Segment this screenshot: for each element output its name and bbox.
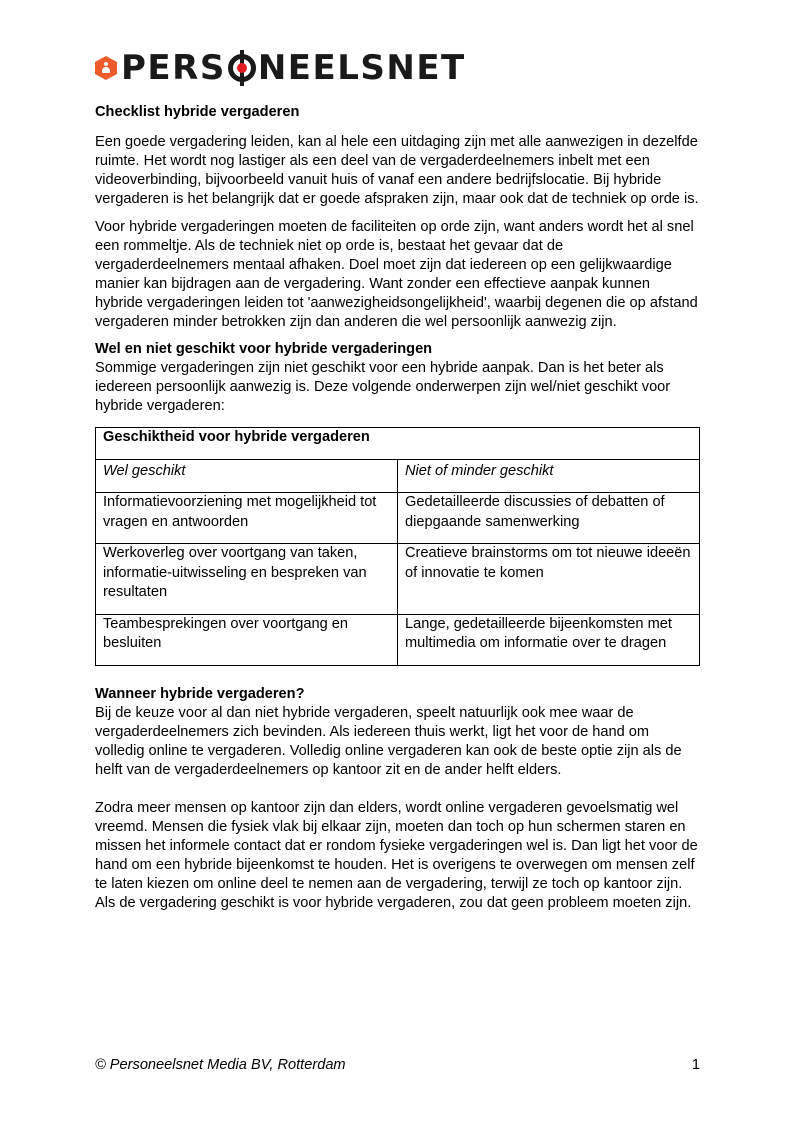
table-cell: Gedetailleerde discussies of debatten of diepgaande samenwerking (398, 493, 700, 544)
personeelsnet-logo (95, 50, 466, 86)
footer-copyright: © Personeelsnet Media BV, Rotterdam (95, 1057, 346, 1073)
document-body (95, 103, 700, 922)
table-cell: Werkoverleg over voortgang van taken, informatie-uitwisseling en bespreken van resultaten (96, 544, 398, 615)
table-row (96, 493, 700, 544)
intro-paragraph-1: Een goede vergadering leiden, kan al hele een uitdaging zijn met alle aanwezigen in dezelfde ruimte. Het wordt nog lastiger als een deel van de vergaderdeelnemers inbelt met een videoverbinding, bijvoorbeeld vanuit huis of vanaf een andere bedrijfslocatie. Bij hybride vergaderen is het belangrijk dat er goede afspraken zijn, maar ook dat de techniek op orde is. (95, 134, 699, 207)
person-icon (95, 56, 117, 80)
logo-wordmark: PERS NEELSNET (121, 48, 466, 88)
section2-paragraph-2: Zodra meer mensen op kantoor zijn dan elders, wordt online vergaderen gevoelsmatig wel vreemd. Mensen die fysiek vlak bij elkaar zijn, moeten dan toch op hun schermen staren en missen het informele contact dat er rondom fysieke vergaderingen wel is. Dan ligt het voor de hand om een hybride bijeenkomst te houden. Het is overigens te overwegen om mensen zelf te laten kiezen om online deel te nemen aan de vergadering, terwijl ze toch op kantoor zijn. Als de vergadering geschikt is voor hybride vergaderen, zou dat geen probleem moeten zijn. (95, 799, 698, 911)
table-row (96, 544, 700, 615)
section1-heading: Wel en niet geschikt voor hybride vergaderingen (95, 341, 433, 357)
table-cell: Lange, gedetailleerde bijeenkomsten met multimedia om informatie over te dragen (398, 614, 700, 665)
table-title: Geschiktheid voor hybride vergaderen (96, 428, 700, 460)
section2-paragraph-1: Bij de keuze voor al dan niet hybride vergaderen, speelt natuurlijk ook mee waar de vergaderdeelnemers zich bevinden. Als iedereen thuis werkt, ligt het voor de hand om volledig online te vergaderen. Volledig online vergaderen kan ook de beste optie zijn als de helft van de vergaderdeelnemers op kantoor zit en de ander helft elders. (95, 704, 682, 778)
section2-heading: Wanneer hybride vergaderen? (95, 685, 305, 702)
table-col-header-right: Niet of minder geschikt (398, 459, 700, 493)
table-row (96, 614, 700, 665)
page-title: Checklist hybride vergaderen (95, 104, 300, 120)
table-cell: Teambesprekingen over voortgang en besluiten (96, 614, 398, 665)
table-cell: Informatievoorziening met mogelijkheid tot vragen en antwoorden (96, 493, 398, 544)
target-o-icon (228, 54, 256, 82)
table-cell: Creatieve brainstorms om tot nieuwe ideeën of innovatie te komen (398, 544, 700, 615)
section1-text: Sommige vergaderingen zijn niet geschikt voor een hybride aanpak. Dan is het beter als iedereen persoonlijk aanwezig is. Deze volgende onderwerpen zijn wel/niet geschikt voor hybride vergaderen: (95, 360, 671, 414)
table-col-header-left: Wel geschikt (96, 459, 398, 493)
page-footer (95, 1056, 700, 1075)
suitability-table (95, 427, 700, 666)
intro-paragraph-2: Voor hybride vergaderingen moeten de faciliteiten op orde zijn, want anders wordt het al snel een rommeltje. Als de techniek niet op orde is, bestaat het gevaar dat de vergaderdeelnemers mentaal afhaken. Doel moet zijn dat iedereen op een gelijkwaardige manier kan bijdragen aan de vergadering. Want zonder een effectieve aanpak kunnen hybride vergaderingen leiden tot 'aanwezigheidsongelijkheid', waarbij degenen die op afstand vergaderen minder betrokken zijn dan anderen die wel persoonlijk aanwezig zijn. (95, 219, 698, 330)
page-number: 1 (691, 1057, 700, 1073)
